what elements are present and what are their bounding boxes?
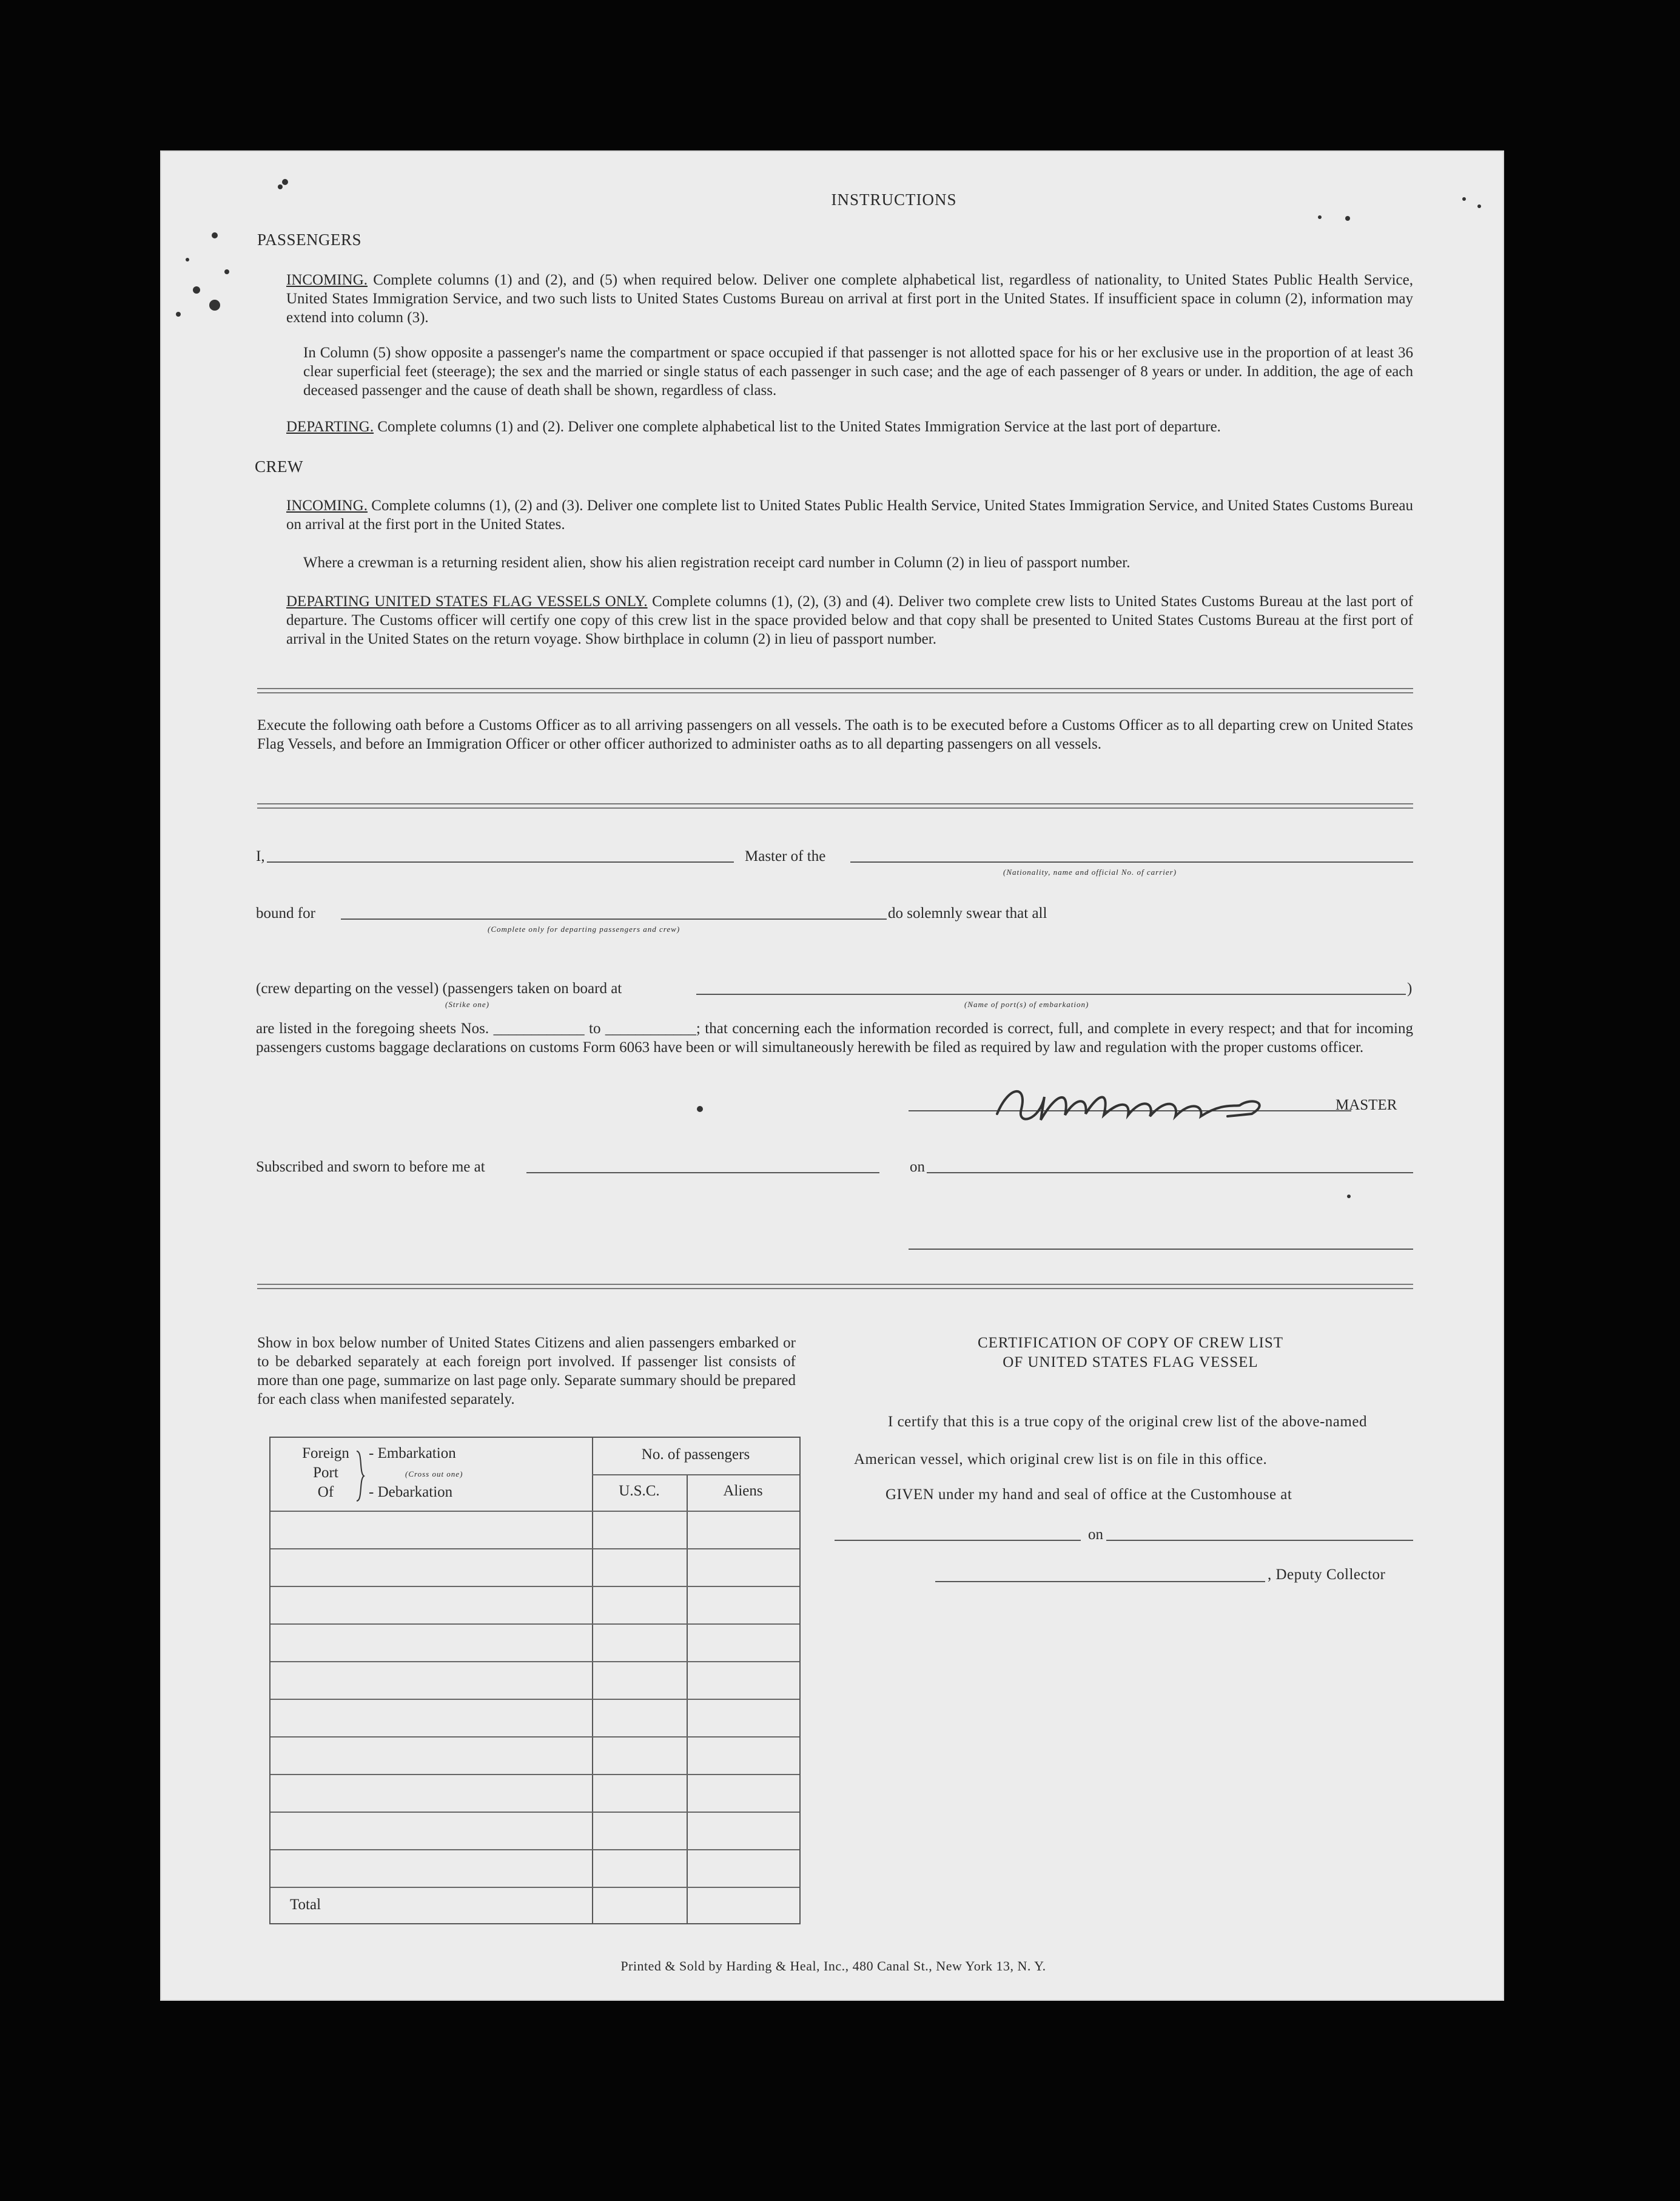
bound-for-label: bound for — [256, 905, 315, 922]
certification-date-field[interactable] — [1106, 1540, 1413, 1541]
officer-signature-line[interactable] — [909, 1249, 1413, 1250]
deputy-signature-line[interactable] — [935, 1581, 1265, 1582]
of-label: Of — [317, 1484, 334, 1500]
form-page — [160, 150, 1504, 2001]
swear-text: do solemnly swear that all — [888, 905, 1047, 922]
printer-footer: Printed & Sold by Harding & Heal, Inc., 480 Canal St., New York 13, N. Y. — [620, 1958, 1046, 1973]
subscribed-on-field[interactable] — [927, 1172, 1413, 1173]
customhouse-field[interactable] — [835, 1540, 1081, 1541]
passenger-summary-table — [269, 1437, 801, 1924]
crew-incoming-paragraph — [286, 496, 1413, 534]
foreign-label: Foreign — [302, 1445, 349, 1461]
section-divider-3 — [257, 1284, 1413, 1289]
table-row — [270, 1812, 799, 1813]
passengers-heading: PASSENGERS — [257, 231, 362, 249]
passengers-column5-paragraph: In Column (5) show opposite a passenger's name the compartment or space occupied if that passenger is not allotted space for his or her exclusive use in the proportion of at least 36 clear superficial feet (steerage); the sex and the married or single status of each passenger in such case; and the age of each passenger of 8 years or under. In addition, the age of each deceased passenger and the cause of death shall be shown, regardless of class. — [303, 345, 1413, 399]
table-row — [270, 1736, 799, 1738]
cross-out-caption: (Cross out one) — [405, 1469, 463, 1478]
crew-departing-label: (crew departing on the vessel) (passengers taken on board at — [256, 980, 622, 997]
table-row — [270, 1699, 799, 1700]
subscribed-label: Subscribed and sworn to before me at — [256, 1159, 485, 1175]
ports-field[interactable] — [696, 994, 1406, 995]
certification-on-label: on — [1088, 1526, 1103, 1543]
table-row — [270, 1849, 799, 1850]
passengers-incoming-label: INCOMING. — [286, 272, 368, 288]
summary-instructions: Show in box below number of United States Citizens and alien passengers embarked or to be debarked separately at each foreign port involved. If passenger list consists of more than one page, summarize on last page only. Separate summary should be prepared for each class when manifested separately. — [257, 1335, 796, 1407]
no-passengers-header: No. of passengers — [641, 1446, 750, 1463]
table-row — [270, 1511, 799, 1512]
passengers-departing-text: Complete columns (1) and (2). Deliver one complete alphabetical list to the United States Immigration Service at the last port of departure. — [377, 419, 1221, 435]
brace-icon — [354, 1449, 366, 1503]
aliens-header: Aliens — [723, 1483, 763, 1499]
carrier-field[interactable] — [850, 861, 1413, 863]
section-divider-1 — [257, 688, 1413, 693]
certification-title-1: CERTIFICATION OF COPY OF CREW LIST — [977, 1335, 1284, 1351]
subscribed-at-field[interactable] — [526, 1172, 879, 1173]
deputy-collector-label: , Deputy Collector — [1268, 1566, 1386, 1583]
table-row — [270, 1661, 799, 1662]
table-row — [270, 1586, 799, 1587]
embarkation-label: - Embarkation — [369, 1445, 456, 1461]
listed-paragraph: are listed in the foregoing sheets Nos. ____________ to ____________; that concerning each the information recorded is correct, full, and complete in every respect; and that for incoming passengers customs baggage declarations on customs Form 6063 have been or will simultaneously herewith be filed as required by law and regulation with the proper customs officer. — [256, 1020, 1413, 1056]
close-paren: ) — [1407, 980, 1413, 997]
master-signature — [985, 1079, 1300, 1133]
bound-caption: (Complete only for departing passengers and crew) — [488, 925, 680, 934]
usc-header: U.S.C. — [619, 1483, 660, 1499]
strike-caption: (Strike one) — [445, 1000, 490, 1009]
subscribed-on-label: on — [910, 1159, 925, 1175]
master-of-label: Master of the — [745, 848, 826, 865]
certification-text-1: I certify that this is a true copy of the original crew list of the above-named — [888, 1414, 1367, 1430]
crew-heading: CREW — [255, 457, 303, 476]
total-label: Total — [290, 1896, 321, 1913]
crew-flag-text: Complete columns (1), (2), (3) and (4). Deliver two complete crew lists to United States Customs Bureau at the last port of departure. The Customs officer will certify one copy of this crew list in the space provided below and that copy shall be presented to United States Customs Bureau at the first port of arrival in the United States on the return voyage. Show birthplace in column (2) in lieu of passport number. — [286, 593, 1413, 647]
oath-i-label: I, — [256, 848, 265, 865]
crew-flag-paragraph — [286, 592, 1413, 649]
crew-incoming-text: Complete columns (1), (2) and (3). Deliver one complete list to United States Public Health Service, United States Immigration Service, and United States Customs Bureau on arrival at the first port in the United States. — [286, 497, 1413, 533]
oath-intro: Execute the following oath before a Customs Officer as to all arriving passengers on all vessels. The oath is to be executed before a Customs Officer as to all departing crew on United States Flag Vessels, and before an Immigration Officer or other officer authorized to administer oaths as to all departing passengers on all vessels. — [257, 717, 1413, 752]
table-row — [270, 1887, 799, 1888]
crew-alien-paragraph: Where a crewman is a returning resident alien, show his alien registration receipt card number in Column (2) in lieu of passport number. — [303, 554, 1131, 571]
ports-caption: (Name of port(s) of embarkation) — [964, 1000, 1089, 1009]
debarkation-label: - Debarkation — [369, 1484, 453, 1500]
certification-title-2: OF UNITED STATES FLAG VESSEL — [1003, 1354, 1258, 1370]
master-label: MASTER — [1336, 1097, 1397, 1113]
passengers-departing-label: DEPARTING. — [286, 419, 374, 435]
passengers-incoming-text: Complete columns (1) and (2), and (5) when required below. Deliver one complete alphabetical list, regardless of nationality, to United States Public Health Service, United States Immigration Service, and two such lists to United States Customs Bureau on arrival at first port in the United States. If insufficient space in column (2), information may extend into column (3). — [286, 272, 1414, 326]
nationality-caption: (Nationality, name and official No. of carrier) — [1003, 868, 1177, 877]
passengers-incoming-paragraph — [286, 271, 1413, 327]
passengers-departing-paragraph — [286, 417, 1413, 436]
crew-incoming-label: INCOMING. — [286, 497, 368, 514]
master-name-field[interactable] — [267, 861, 734, 863]
port-label: Port — [313, 1465, 338, 1481]
section-divider-2 — [257, 803, 1413, 809]
certification-text-2: American vessel, which original crew list is on file in this office. — [854, 1451, 1268, 1468]
table-row — [270, 1774, 799, 1775]
instructions-title: INSTRUCTIONS — [831, 190, 957, 209]
certification-text-3: GIVEN under my hand and seal of office at the Customhouse at — [885, 1486, 1292, 1503]
table-row — [270, 1623, 799, 1625]
crew-flag-label: DEPARTING UNITED STATES FLAG VESSELS ONLY. — [286, 593, 648, 610]
table-row — [270, 1548, 799, 1549]
bound-for-field[interactable] — [341, 918, 887, 920]
